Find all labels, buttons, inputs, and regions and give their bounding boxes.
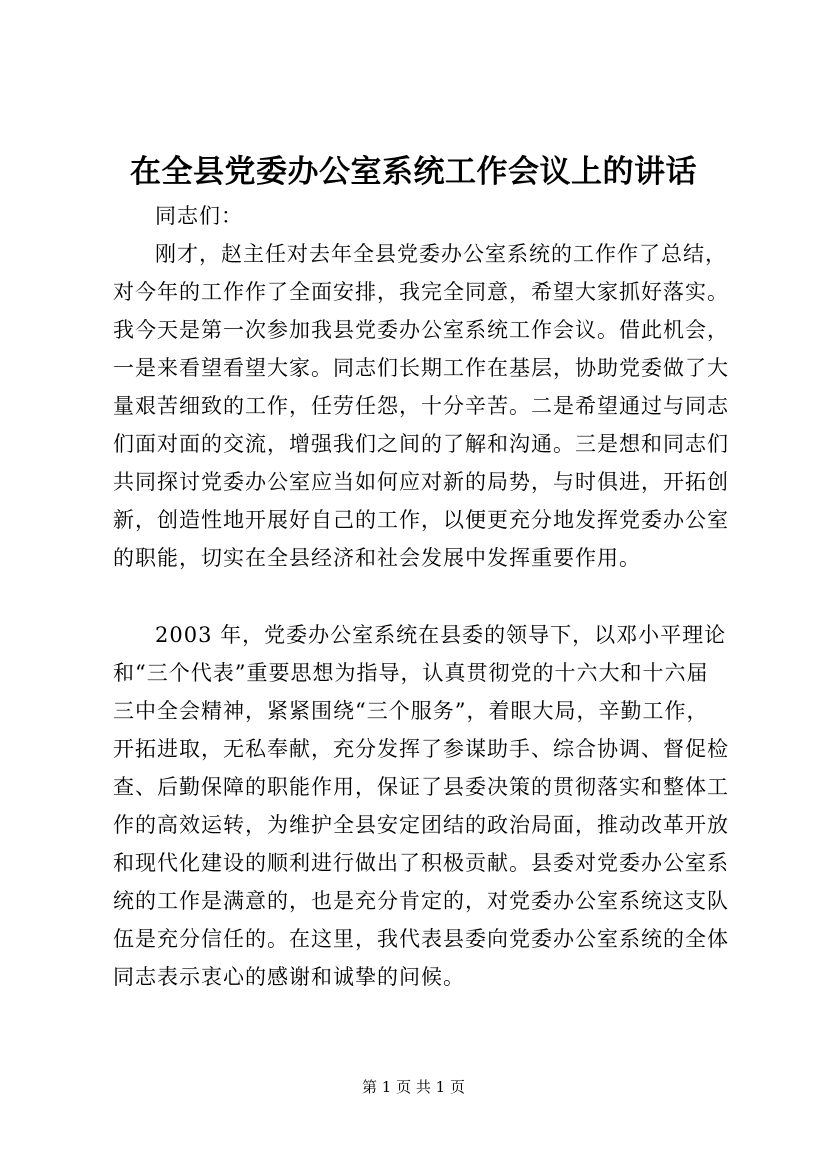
text-line: 和“三个代表”重要思想为指导，认真贯彻党的十六大和十六届 (113, 661, 709, 685)
text-line: 新，创造性地开展好自己的工作，以便更充分地发挥党委办公室 (113, 508, 729, 532)
text-line: 2003 年，党委办公室系统在县委的领导下，以邓小平理论 (155, 623, 727, 647)
text-line: 共同探讨党委办公室应当如何应对新的局势，与时俱进，开拓创 (113, 470, 729, 494)
text-line: 三中全会精神，紧紧围绕“三个服务”，着眼大局，辛勤工作， (113, 699, 709, 723)
text-line: 统的工作是满意的，也是充分肯定的，对党委办公室系统这支队 (113, 889, 729, 913)
text-line: 开拓进取，无私奉献，充分发挥了参谋助手、综合协调、督促检 (113, 737, 729, 761)
text-line: 量艰苦细致的工作，任劳任怨，十分辛苦。二是希望通过与同志 (113, 394, 729, 418)
text-line: 对今年的工作作了全面安排，我完全同意，希望大家抓好落实。 (113, 280, 729, 304)
text-line: 作的高效运转，为维护全县安定团结的政治局面，推动改革开放 (113, 813, 729, 837)
document-title: 在全县党委办公室系统工作会议上的讲话 (130, 154, 697, 190)
text-line: 和现代化建设的顺利进行做出了积极贡献。县委对党委办公室系 (113, 851, 729, 875)
text-line: 刚才，赵主任对去年全县党委办公室系统的工作作了总结， (155, 242, 727, 266)
text-line: 同志表示衷心的感谢和诚挚的问候。 (113, 965, 465, 989)
text-line: 的职能，切实在全县经济和社会发展中发挥重要作用。 (113, 546, 641, 570)
text-line: 一是来看望看望大家。同志们长期工作在基层，协助党委做了大 (113, 356, 729, 380)
text-line: 我今天是第一次参加我县党委办公室系统工作会议。借此机会， (113, 318, 729, 342)
text-line: 查、后勤保障的职能作用，保证了县委决策的贯彻落实和整体工 (113, 775, 729, 799)
page-footer: 第 1 页 共 1 页 (362, 1078, 465, 1096)
greeting: 同志们： (155, 204, 243, 228)
text-line: 伍是充分信任的。在这里，我代表县委向党委办公室系统的全体 (113, 927, 729, 951)
text-line: 们面对面的交流，增强我们之间的了解和沟通。三是想和同志们 (113, 432, 729, 456)
